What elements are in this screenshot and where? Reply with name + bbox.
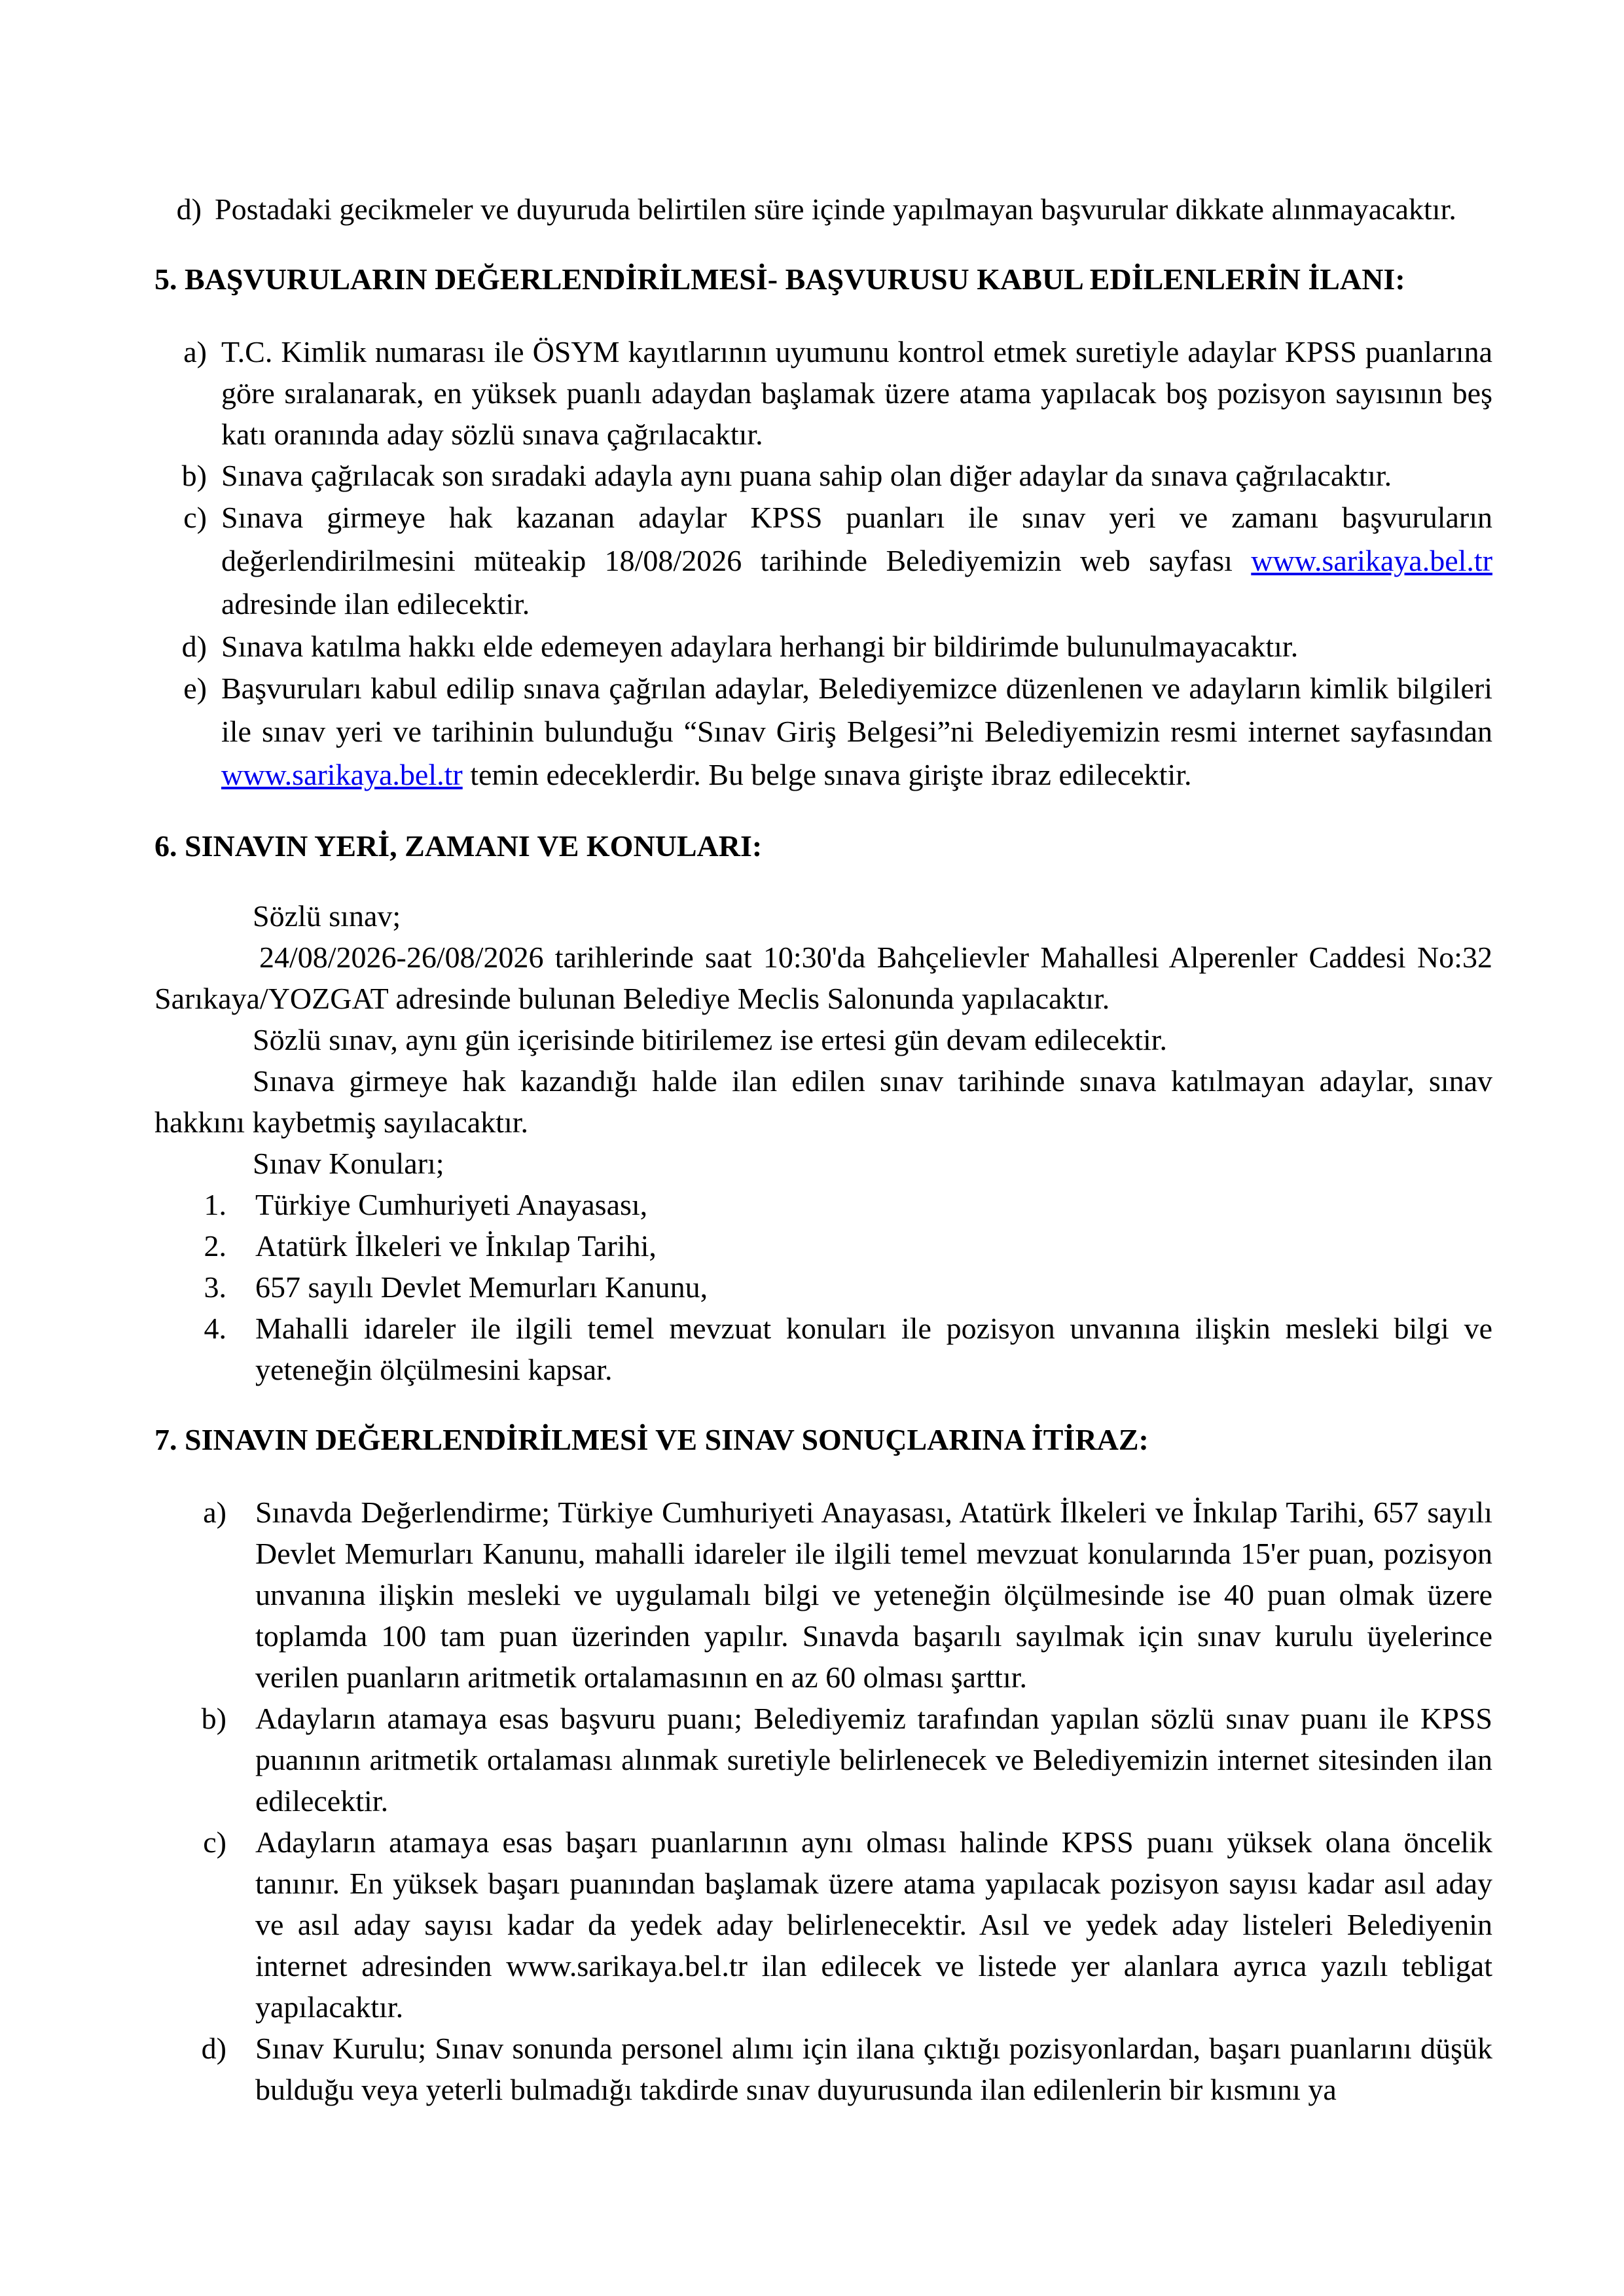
list-text: Sınava çağrılacak son sıradaki adayla aynı puana sahip olan diğer adaylar da sınava çağrılacaktır.	[221, 459, 1392, 492]
list-item-5c	[154, 496, 1492, 626]
same-day-paragraph: Sözlü sınav, aynı gün içerisinde bitirilemez ise ertesi gün devam edilecektir.	[253, 1023, 1168, 1056]
list-label: a)	[203, 1496, 226, 1529]
absent-paragraph: Sınava girmeye hak kazandığı halde ilan edilen sınav tarihinde sınava katılmayan adaylar, sınav hakkını kaybetmiş sayılacaktır.	[154, 1064, 1492, 1139]
list-item-7c	[154, 1821, 1492, 2028]
topic-text: Mahalli idareler ile ilgili temel mevzuat konuları ile pozisyon unvanına ilişkin mesleki bilgi ve yeteneğin ölçülmesini kapsar.	[255, 1312, 1492, 1386]
section-7-heading: 7. SINAVIN DEĞERLENDİRİLMESİ VE SINAV SONUÇLARINA İTİRAZ:	[154, 1423, 1149, 1456]
topic-number: 4.	[204, 1312, 226, 1345]
topic-number: 1.	[204, 1188, 226, 1221]
list-item-5b	[154, 455, 1492, 496]
topic-number: 3.	[204, 1270, 226, 1304]
topic-number: 2.	[204, 1229, 226, 1263]
list-text-part: Başvuruları kabul edilip sınava çağrılan adaylar, Belediyemizce düzenlenen ve adayların kimlik bilgileri ile sınav yeri ve tarihinin bulunduğu “Sınav Giriş Belgesi”ni Belediyemizin resmi internet sayfasından	[221, 672, 1492, 748]
list-item-7b	[154, 1698, 1492, 1821]
topics-label: Sınav Konuları;	[253, 1147, 444, 1180]
list-item-5e	[154, 667, 1492, 797]
topic-text: Türkiye Cumhuriyeti Anayasası,	[255, 1188, 648, 1221]
list-text-part: adresinde ilan edilecektir.	[221, 587, 530, 620]
list-text-part: temin edeceklerdir. Bu belge sınava girişte ibraz edilecektir.	[470, 758, 1192, 791]
section-6-heading: 6. SINAVIN YERİ, ZAMANI VE KONULARI:	[154, 829, 763, 863]
section-6-body	[154, 895, 1492, 1390]
list-label: c)	[183, 501, 207, 534]
list-label: a)	[183, 335, 207, 368]
list-item-5a	[154, 331, 1492, 455]
topic-item	[154, 1225, 1492, 1266]
section-5-list	[154, 331, 1492, 797]
list-text: Sınavda Değerlendirme; Türkiye Cumhuriyeti Anayasası, Atatürk İlkeleri ve İnkılap Tarihi, 657 sayılı Devlet Memurları Kanunu, mahalli idareler ile ilgili temel mevzuat konularında 15'er puan, pozisyon unvanına ilişkin mesleki ve uygulamalı bilgi ve yeteneğin ölçülmesinde ise 40 puan olmak üzere toplamda 100 tam puan üzerinden yapılır. Sınavda başarılı sayılmak için sınav kurulu üyelerince verilen puanların aritmetik ortalamasının en az 60 olması şarttır.	[255, 1496, 1492, 1694]
list-item-5d	[154, 626, 1492, 667]
topic-item	[154, 1184, 1492, 1225]
list-label: d)	[201, 2032, 226, 2065]
topic-text: 657 sayılı Devlet Memurları Kanunu,	[255, 1270, 708, 1304]
topic-item	[154, 1266, 1492, 1308]
exam-date-paragraph: 24/08/2026-26/08/2026 tarihlerinde saat 10:30'da Bahçelievler Mahallesi Alperenler Caddesi No:32 Sarıkaya/YOZGAT adresinde bulunan Belediye Meclis Salonunda yapılacaktır.	[154, 941, 1492, 1015]
document-page	[154, 188, 1492, 2110]
list-text: Postadaki gecikmeler ve duyuruda belirtilen süre içinde yapılmayan başvurular dikkate alınmayacaktır.	[215, 192, 1456, 226]
list-item-7a	[154, 1492, 1492, 1698]
section-5-heading: 5. BAŞVURULARIN DEĞERLENDİRİLMESİ- BAŞVURUSU KABUL EDİLENLERİN İLANI:	[154, 262, 1405, 296]
website-link[interactable]: www.sarikaya.bel.tr	[221, 758, 463, 791]
list-text: Sınava katılma hakkı elde edemeyen adaylara herhangi bir bildirimde bulunulmayacaktır.	[221, 630, 1299, 663]
list-label: c)	[203, 1825, 226, 1859]
topic-item	[154, 1308, 1492, 1390]
list-label: b)	[181, 459, 207, 492]
list-text: Adayların atamaya esas başvuru puanı; Belediyemiz tarafından yapılan sözlü sınav puanı ile KPSS puanının aritmetik ortalaması alınmak suretiyle belirlenecek ve Belediyemizin internet sitesinden ilan edilecektir.	[255, 1702, 1492, 1818]
list-item-4d	[154, 188, 1492, 230]
list-label: b)	[201, 1702, 226, 1735]
oral-exam-label: Sözlü sınav;	[253, 899, 401, 933]
section-7-list	[154, 1492, 1492, 2110]
list-text: T.C. Kimlik numarası ile ÖSYM kayıtlarının uyumunu kontrol etmek suretiyle adaylar KPSS puanlarına göre sıralanarak, en yüksek puanlı adaydan başlamak üzere atama yapılacak boş pozisyon sayısının beş katı oranında aday sözlü sınava çağrılacaktır.	[221, 335, 1492, 451]
list-item-7d	[154, 2028, 1492, 2110]
list-label: d)	[181, 630, 207, 663]
topic-text: Atatürk İlkeleri ve İnkılap Tarihi,	[255, 1229, 657, 1263]
website-link[interactable]: www.sarikaya.bel.tr	[1251, 544, 1493, 577]
list-text: Sınav Kurulu; Sınav sonunda personel alımı için ilana çıktığı pozisyonlardan, başarı puanlarını düşük bulduğu veya yeterli bulmadığı takdirde sınav duyurusunda ilan edilenlerin bir kısmını ya	[255, 2032, 1492, 2106]
list-label: e)	[183, 672, 207, 705]
list-text	[207, 667, 1492, 797]
list-text	[207, 496, 1492, 626]
list-text-part: Sınava girmeye hak kazanan adaylar KPSS puanları ile sınav yeri ve zamanı başvuruların değerlendirilmesini müteakip 18/08/2026 tarihinde Belediyemizin web sayfası	[221, 501, 1492, 577]
list-label: d)	[176, 192, 202, 226]
list-text: Adayların atamaya esas başarı puanlarının aynı olması halinde KPSS puanı yüksek olana öncelik tanınır. En yüksek başarı puanından başlamak üzere atama yapılacak pozisyon sayısı kadar asıl aday ve asıl aday sayısı kadar da yedek aday belirlenecektir. Asıl ve yedek aday listeleri Belediyenin internet adresinden www.sarikaya.bel.tr ilan edilecek ve listede yer alanlara ayrıca yazılı tebligat yapılacaktır.	[255, 1825, 1492, 2024]
